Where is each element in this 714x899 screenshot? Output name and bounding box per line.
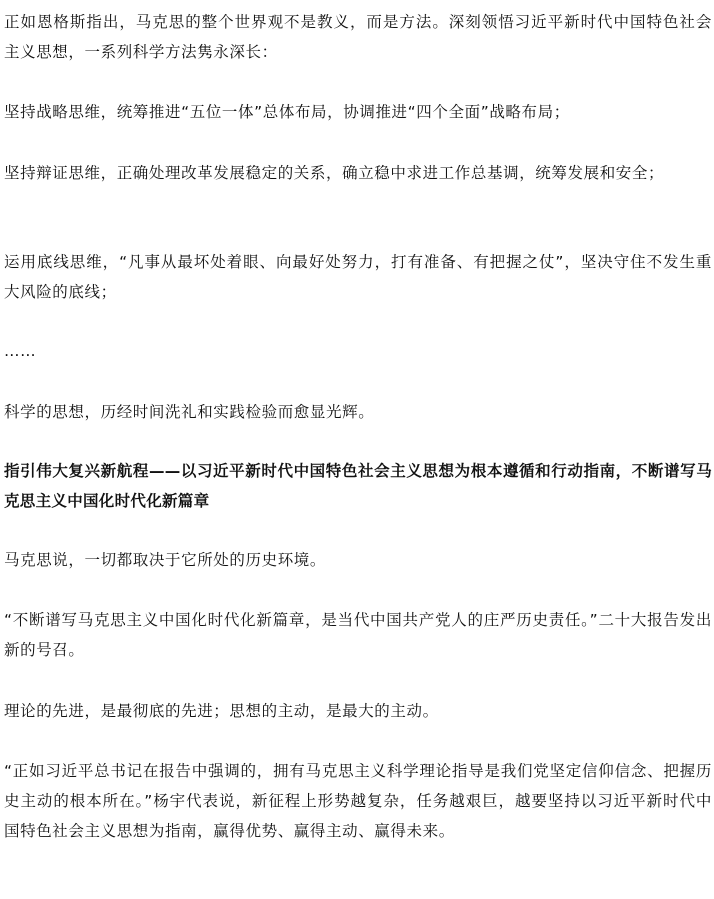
paragraph-theory-advanced: 理论的先进，是最彻底的先进；思想的主动，是最大的主动。 xyxy=(4,702,439,720)
paragraph-ellipsis: …… xyxy=(4,342,37,360)
paragraph-bottom-line-thinking: 运用底线思维，“凡事从最坏处着眼、向最好处努力，打有准备、有把握之仗”，坚决守住不发生重大风险的底线； xyxy=(4,253,712,301)
paragraph-delegate-quote: “正如习近平总书记在报告中强调的，拥有马克思主义科学理论指导是我们党坚定信仰信念、把握历史主动的根本所在。”杨宇代表说，新征程上形势越复杂，任务越艰巨，越要坚持以习近平新时代中国特色社会主义思想为指南，赢得优势、赢得主动、赢得未来。 xyxy=(4,762,712,840)
paragraph-methods-intro: 正如恩格斯指出，马克思的整个世界观不是教义，而是方法。深刻领悟习近平新时代中国特色社会主义思想，一系列科学方法隽永深长： xyxy=(4,13,712,61)
paragraph-new-chapter-quote: “不断谱写马克思主义中国化时代化新篇章，是当代中国共产党人的庄严历史责任。”二十大报告发出新的号召。 xyxy=(4,611,712,659)
paragraph-scientific-thought: 科学的思想，历经时间洗礼和实践检验而愈显光辉。 xyxy=(4,403,375,421)
section-heading: 指引伟大复兴新航程——以习近平新时代中国特色社会主义思想为根本遵循和行动指南，不断谱写马克思主义中国化时代化新篇章 xyxy=(4,462,712,510)
paragraph-strategic-thinking: 坚持战略思维，统筹推进“五位一体”总体布局，协调推进“四个全面”战略布局； xyxy=(4,103,570,121)
paragraph-dialectical-thinking: 坚持辩证思维，正确处理改革发展稳定的关系，确立稳中求进工作总基调，统筹发展和安全； xyxy=(4,164,665,182)
paragraph-historical-environment: 马克思说，一切都取决于它所处的历史环境。 xyxy=(4,551,327,569)
